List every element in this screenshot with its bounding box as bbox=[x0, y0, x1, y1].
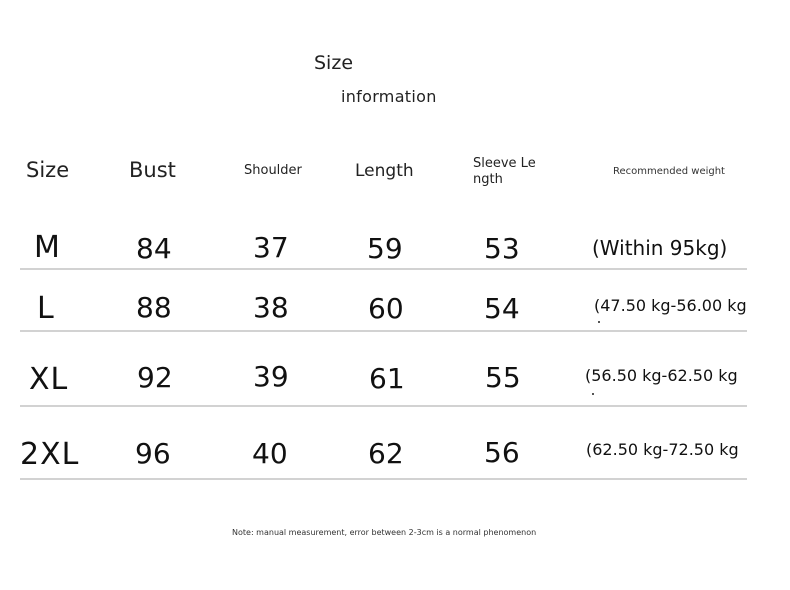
row-xl-weight: (56.50 kg-62.50 kg bbox=[585, 366, 738, 385]
row-divider bbox=[20, 268, 747, 270]
header-sleeve-length: Sleeve Le ngth bbox=[473, 156, 536, 187]
header-bust: Bust bbox=[129, 158, 176, 182]
row-divider bbox=[20, 330, 747, 332]
title-line-2: information bbox=[341, 87, 437, 106]
row-2xl-size: 2XL bbox=[20, 437, 80, 472]
row-l-length: 60 bbox=[368, 292, 404, 325]
row-l-weight: (47.50 kg-56.00 kg bbox=[594, 296, 747, 315]
row-l-shoulder: 38 bbox=[253, 291, 289, 324]
row-m-size: M bbox=[34, 230, 61, 265]
image-speck bbox=[592, 393, 594, 395]
row-divider bbox=[20, 478, 747, 480]
image-speck bbox=[598, 321, 600, 323]
row-2xl-weight: (62.50 kg-72.50 kg bbox=[586, 440, 739, 459]
header-size: Size bbox=[26, 158, 70, 182]
row-l-size: L bbox=[37, 291, 55, 326]
row-xl-shoulder: 39 bbox=[253, 360, 289, 393]
header-length: Length bbox=[355, 161, 414, 181]
row-xl-sleeve: 55 bbox=[485, 361, 521, 394]
row-divider bbox=[20, 405, 747, 407]
title-line-1: Size bbox=[314, 52, 354, 74]
measurement-note: Note: manual measurement, error between 2-3cm is a normal phenomenon bbox=[232, 528, 537, 537]
row-xl-bust: 92 bbox=[137, 361, 173, 394]
row-xl-length: 61 bbox=[369, 362, 405, 395]
row-l-sleeve: 54 bbox=[484, 292, 520, 325]
row-m-bust: 84 bbox=[136, 232, 172, 265]
row-m-sleeve: 53 bbox=[484, 232, 520, 265]
row-2xl-length: 62 bbox=[368, 437, 404, 470]
header-recommended-weight: Recommended weight bbox=[613, 166, 725, 177]
header-shoulder: Shoulder bbox=[244, 163, 302, 178]
row-l-bust: 88 bbox=[136, 291, 172, 324]
row-2xl-bust: 96 bbox=[135, 437, 171, 470]
row-xl-size: XL bbox=[29, 362, 69, 397]
row-m-length: 59 bbox=[367, 232, 403, 265]
row-2xl-sleeve: 56 bbox=[484, 436, 520, 469]
row-2xl-shoulder: 40 bbox=[252, 437, 288, 470]
row-m-shoulder: 37 bbox=[253, 231, 289, 264]
row-m-weight: (Within 95kg) bbox=[592, 236, 728, 260]
